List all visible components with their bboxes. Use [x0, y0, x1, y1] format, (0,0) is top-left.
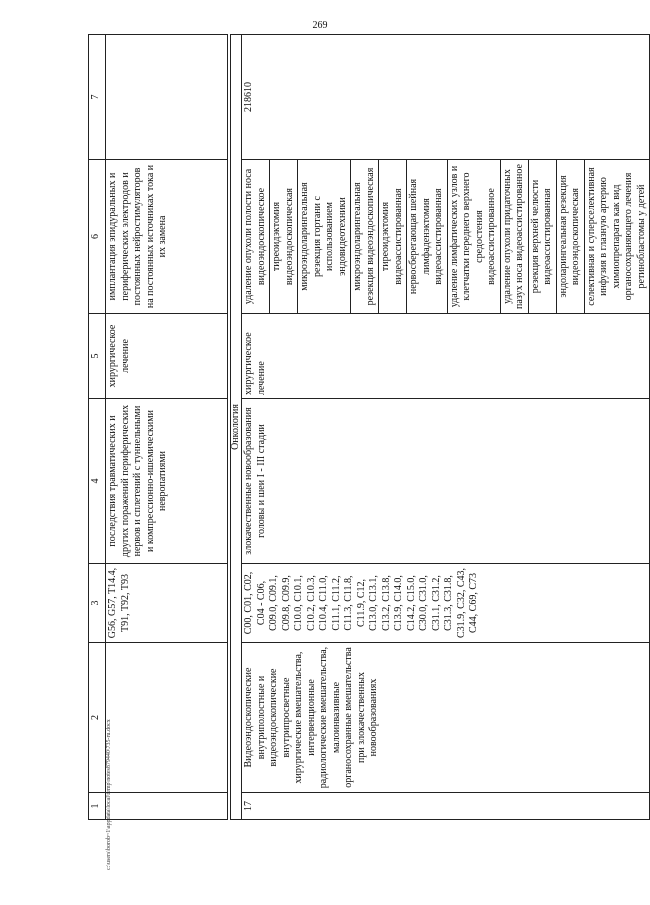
- method-item: удаление лимфатических узлов и клетчатки переднего верхнего средостения видеоассистированное: [448, 160, 501, 313]
- continued-model: последствия травматических и других поражений периферических нервов и сплетений с туннельными и компрессионно-ишемическими невропатиями: [106, 399, 228, 564]
- section-title: Онкология: [231, 35, 242, 820]
- patient-model: злокачественные новообразования головы и шеи I - III стадии: [242, 399, 650, 564]
- row-17: [242, 35, 650, 820]
- header-col-2: 2: [89, 643, 106, 793]
- section-row: [231, 35, 242, 820]
- continued-method: имплантация эпидуральных и периферических электродов и постоянных нейростимуляторов на постоянных источниках тока и их замена: [106, 160, 228, 314]
- header-col-3: 3: [89, 564, 106, 643]
- header-col-7: 7: [89, 35, 106, 160]
- method-item: удаление опухоли полости носа видеоэндоскопическое: [242, 160, 270, 313]
- method-item: эндоларингеальная резекция видеоэндоскопическая: [557, 160, 585, 313]
- continued-codes: G56, G57, T14.4, T91, T92, T93: [106, 564, 228, 643]
- procedures-table: [88, 34, 650, 820]
- method-item: тиреоидэктомия видеоассистированная: [379, 160, 407, 313]
- method-item: резекция верхней челюсти видеоассистированная: [529, 160, 557, 313]
- method-item: удаление опухоли придаточных пазух носа видеоассистированное: [501, 160, 529, 313]
- footer-file-path: c:\users\borob~1\appdata\local\temp\notes879440\735-ru.docx: [106, 719, 112, 870]
- method-item: селективная и суперселективная инфузия в глазную артерию химиопрепарата как вид органосохраняющего лечения ретинобластомы у детей: [585, 167, 647, 306]
- method-item: микроэндоларингеальная резекция видеоэндоскопическая: [351, 160, 379, 313]
- header-col-1: 1: [89, 793, 106, 820]
- method-item: микроэндоларингеальная резекция гортани с использованием эндовидеотехники: [298, 160, 351, 313]
- norm-value: 218610: [242, 35, 650, 160]
- row-number: 17: [242, 793, 650, 820]
- treatment-type: хирургическое лечение: [242, 314, 650, 399]
- continued-row: [106, 35, 228, 820]
- continued-treatment: хирургическое лечение: [106, 314, 228, 399]
- header-col-5: 5: [89, 314, 106, 399]
- header-col-4: 4: [89, 399, 106, 564]
- icd-codes: C00, C01, C02, C04 - C06, C09.0, C09.1, C09.8, C09.9, C10.0, C10.1, C10.2, C10.3, C10.4, C11.0, C11.1, C11.2, C11.3, C11.8, C11.9, C12, C13.0, C13.1, C13.2, C13.8, C13.9, C14.0, C14.2, C15.0, C30.0, C31.0, C31.1, C31.2, C31.3, C31.8, C31.9, C32, C43, C44, C69, C73: [242, 564, 650, 643]
- rotated-table-region: [88, 35, 647, 820]
- header-col-6: 6: [89, 160, 106, 314]
- header-row: [89, 35, 106, 820]
- methods-cell: [242, 160, 650, 314]
- page-number: 269: [312, 20, 328, 31]
- method-item: нервосберегающая шейная лимфаденэктомия видеоассистированная: [407, 160, 448, 313]
- group-name: Видеоэндоскопические внутриполостные и видеоэндоскопические внутрипросветные хирургические вмешательства, интервенционные радиологические вмешательства, малоинвазивные органосохранные вмешательства при злокачественных новообразованиях: [242, 643, 650, 793]
- method-item: тиреоидэктомия видеоэндоскопическая: [270, 160, 298, 313]
